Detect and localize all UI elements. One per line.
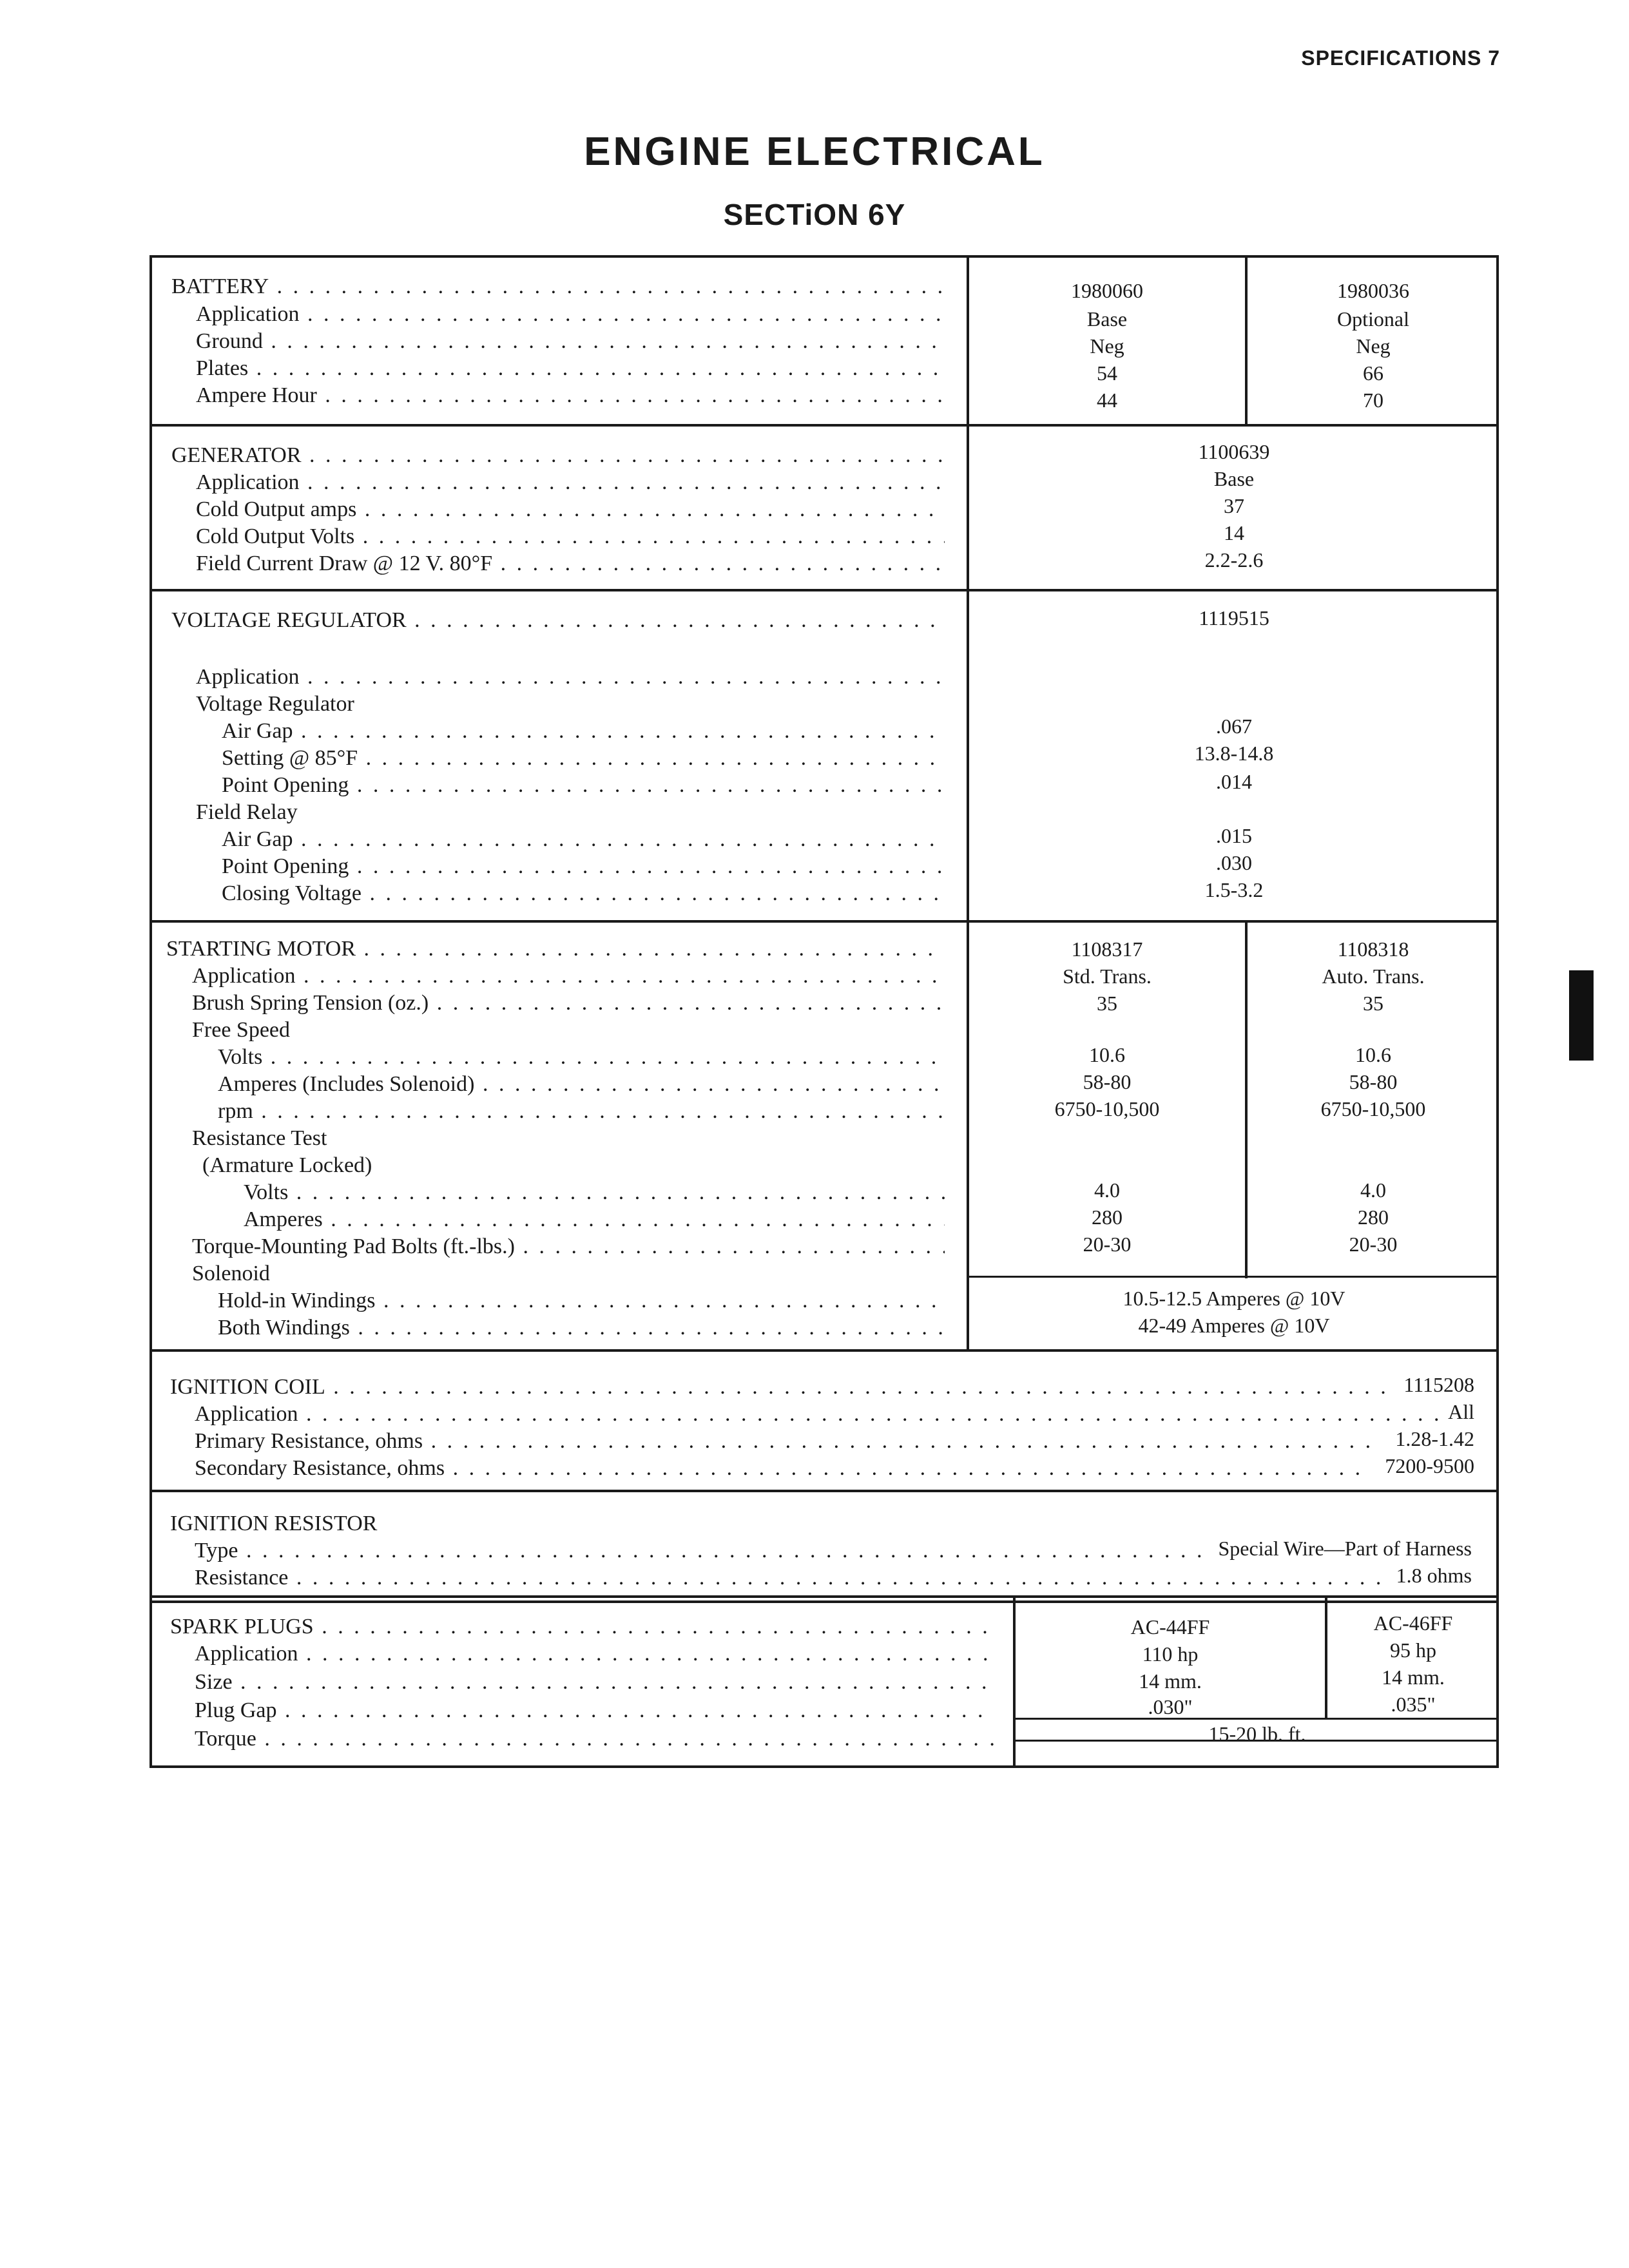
ignition-resistor-value: Special Wire—Part of Harness bbox=[1211, 1535, 1472, 1562]
starting-motor-row: Free Speed bbox=[192, 1018, 291, 1042]
voltage-regulator-row: Setting @ 85°F . . . bbox=[222, 745, 945, 772]
voltage-regulator-row: Point Opening . . . bbox=[222, 772, 945, 799]
spark-plugs-section bbox=[149, 1595, 1499, 1768]
voltage-regulator-part: 1119515 bbox=[1199, 606, 1269, 629]
ignition-coil-row: Primary Resistance, ohms . . . bbox=[195, 1428, 1374, 1455]
solenoid-value: 10.5-12.5 Amperes @ 10V bbox=[1123, 1287, 1345, 1310]
battery-col1-value: 1980060 bbox=[1071, 279, 1143, 302]
starting-motor-row: Amperes (Includes Solenoid) . . . bbox=[218, 1071, 945, 1098]
battery-col2-value: Optional bbox=[1337, 307, 1409, 331]
battery-col1-value: 44 bbox=[1097, 389, 1117, 412]
starting-motor-col1-value: 35 bbox=[1097, 992, 1117, 1015]
starting-motor-col2-value: 4.0 bbox=[1360, 1178, 1386, 1202]
starting-motor-col1-value: 10.6 bbox=[1089, 1043, 1125, 1066]
spark-plugs-col1-value: .030" bbox=[1148, 1695, 1193, 1718]
battery-col2-value: 66 bbox=[1363, 361, 1383, 385]
ignition-resistor-value: 1.8 ohms bbox=[1391, 1562, 1472, 1589]
generator-row: Cold Output amps . . . bbox=[196, 496, 945, 523]
starting-motor-row: (Armature Locked) bbox=[202, 1153, 372, 1177]
section-subtitle: SECTiON 6Y bbox=[723, 198, 906, 231]
starting-motor-col1-value: 4.0 bbox=[1094, 1178, 1120, 1202]
page-title: ENGINE ELECTRICAL bbox=[584, 130, 1045, 174]
battery-row: Ground . . . bbox=[196, 328, 945, 355]
battery-col2-value: 1980036 bbox=[1337, 279, 1409, 302]
starting-motor-col1-value: 20-30 bbox=[1083, 1233, 1132, 1256]
generator-section bbox=[149, 424, 1499, 591]
starting-motor-row: Application . . . bbox=[192, 963, 945, 990]
voltage-regulator-row: Air Gap . . . bbox=[222, 718, 945, 745]
starting-motor-row: Hold-in Windings . . . bbox=[218, 1287, 945, 1314]
starting-motor-col2-value: 1108318 bbox=[1337, 937, 1409, 961]
starting-motor-row: Volts . . . bbox=[218, 1044, 945, 1071]
voltage-regulator-row: Closing Voltage . . . bbox=[222, 880, 945, 907]
battery-col1-value: Base bbox=[1086, 307, 1128, 331]
spark-plugs-row: Application . . . bbox=[195, 1640, 995, 1667]
battery-col1-value: 54 bbox=[1097, 361, 1117, 385]
voltage-regulator-row: Application . . . bbox=[196, 664, 945, 691]
battery-col2-value: Neg bbox=[1356, 334, 1391, 358]
battery-row: Application . . . bbox=[196, 301, 945, 328]
ignition-coil-value: 1.28-1.42 bbox=[1389, 1425, 1474, 1452]
voltage-regulator-value: .030 bbox=[1216, 851, 1252, 874]
battery-heading: BATTERY . . . bbox=[171, 273, 945, 300]
voltage-regulator-row: Air Gap . . . bbox=[222, 826, 945, 853]
generator-value: Base bbox=[1213, 467, 1255, 490]
starting-motor-row: Brush Spring Tension (oz.) . . . bbox=[192, 990, 945, 1017]
spark-plugs-col2-value: 95 hp bbox=[1390, 1639, 1436, 1662]
section-thumb-tab bbox=[1569, 970, 1594, 1061]
starting-motor-col1-value: Std. Trans. bbox=[1063, 965, 1152, 988]
battery-section bbox=[149, 255, 1499, 427]
ignition-coil-heading: IGNITION COIL . . . bbox=[170, 1374, 1388, 1401]
starting-motor-heading: STARTING MOTOR . . . bbox=[166, 936, 945, 963]
starting-motor-col1-value: 280 bbox=[1092, 1206, 1123, 1229]
generator-value: 14 bbox=[1224, 521, 1244, 544]
solenoid-value: 42-49 Amperes @ 10V bbox=[1138, 1314, 1330, 1337]
voltage-regulator-row: Voltage Regulator bbox=[196, 692, 354, 716]
voltage-regulator-value: 13.8-14.8 bbox=[1194, 742, 1274, 765]
spark-plugs-row: Plug Gap . . . bbox=[195, 1697, 995, 1724]
voltage-regulator-value: .014 bbox=[1216, 770, 1252, 793]
starting-motor-col2-value: 10.6 bbox=[1355, 1043, 1391, 1066]
spark-plugs-col2-value: .035" bbox=[1391, 1693, 1436, 1716]
battery-col2-value: 70 bbox=[1363, 389, 1383, 412]
starting-motor-row: Torque-Mounting Pad Bolts (ft.-lbs.) . . . bbox=[192, 1233, 945, 1260]
spark-plugs-col1-value: AC-44FF bbox=[1130, 1615, 1210, 1639]
ignition-coil-row: Secondary Resistance, ohms . . . bbox=[195, 1455, 1367, 1482]
starting-motor-col2-value: 58-80 bbox=[1349, 1070, 1398, 1093]
generator-value: 1100639 bbox=[1198, 440, 1270, 463]
spark-plugs-heading: SPARK PLUGS . . . bbox=[170, 1613, 995, 1640]
starting-motor-row: Resistance Test bbox=[192, 1126, 327, 1150]
spark-plugs-row: Torque . . . bbox=[195, 1725, 995, 1753]
generator-heading: GENERATOR . . . bbox=[171, 442, 945, 469]
battery-col1-value: Neg bbox=[1090, 334, 1124, 358]
starting-motor-section bbox=[149, 920, 1499, 1352]
ignition-resistor-heading: IGNITION RESISTOR bbox=[170, 1512, 378, 1535]
ignition-resistor-row: Resistance . . . bbox=[195, 1564, 1470, 1591]
voltage-regulator-value: .067 bbox=[1216, 715, 1252, 738]
voltage-regulator-value: 1.5-3.2 bbox=[1204, 878, 1264, 901]
generator-row: Field Current Draw @ 12 V. 80°F . . . bbox=[196, 550, 945, 577]
spark-plugs-torque-value: 15-20 lb. ft. bbox=[1208, 1722, 1306, 1745]
spark-plugs-col1-value: 110 hp bbox=[1142, 1642, 1199, 1666]
ignition-resistor-section bbox=[149, 1490, 1499, 1603]
starting-motor-col1-value: 58-80 bbox=[1083, 1070, 1132, 1093]
generator-row: Cold Output Volts . . . bbox=[196, 523, 945, 550]
starting-motor-row: Volts . . . bbox=[244, 1179, 945, 1206]
voltage-regulator-row: Field Relay bbox=[196, 800, 298, 824]
generator-value: 37 bbox=[1224, 494, 1244, 517]
spark-plugs-col2-value: AC-46FF bbox=[1373, 1611, 1453, 1635]
starting-motor-row: rpm . . . bbox=[218, 1098, 945, 1125]
ignition-coil-section bbox=[149, 1349, 1499, 1492]
voltage-regulator-section bbox=[149, 589, 1499, 923]
spark-plugs-col2-value: 14 mm. bbox=[1382, 1666, 1445, 1689]
page-header: SPECIFICATIONS 7 bbox=[1301, 46, 1500, 70]
spark-plugs-col1-value: 14 mm. bbox=[1139, 1669, 1202, 1693]
ignition-resistor-row: Type . . . bbox=[195, 1537, 1239, 1564]
starting-motor-col2-value: 6750-10,500 bbox=[1320, 1097, 1426, 1120]
starting-motor-col1-value: 6750-10,500 bbox=[1054, 1097, 1160, 1120]
battery-row: Plates . . . bbox=[196, 355, 945, 382]
voltage-regulator-row: Point Opening . . . bbox=[222, 853, 945, 880]
starting-motor-col2-value: 35 bbox=[1363, 992, 1383, 1015]
ignition-coil-value: All bbox=[1441, 1398, 1474, 1425]
voltage-regulator-heading: VOLTAGE REGULATOR . . . bbox=[171, 607, 945, 634]
starting-motor-col1-value: 1108317 bbox=[1071, 937, 1143, 961]
battery-row: Ampere Hour . . . bbox=[196, 382, 945, 409]
ignition-coil-row: Application . . . bbox=[195, 1401, 1438, 1428]
starting-motor-row: Solenoid bbox=[192, 1262, 270, 1285]
starting-motor-row: Amperes . . . bbox=[244, 1206, 945, 1233]
starting-motor-row: Both Windings . . . bbox=[218, 1314, 945, 1341]
starting-motor-col2-value: 280 bbox=[1358, 1206, 1389, 1229]
starting-motor-col2-value: Auto. Trans. bbox=[1322, 965, 1425, 988]
generator-row: Application . . . bbox=[196, 469, 945, 496]
ignition-coil-value: 7200-9500 bbox=[1378, 1452, 1474, 1479]
starting-motor-col2-value: 20-30 bbox=[1349, 1233, 1398, 1256]
generator-value: 2.2-2.6 bbox=[1204, 548, 1264, 572]
ignition-coil-value: 1115208 bbox=[1397, 1371, 1474, 1398]
spark-plugs-row: Size . . . bbox=[195, 1669, 995, 1696]
voltage-regulator-value: .015 bbox=[1216, 824, 1252, 847]
